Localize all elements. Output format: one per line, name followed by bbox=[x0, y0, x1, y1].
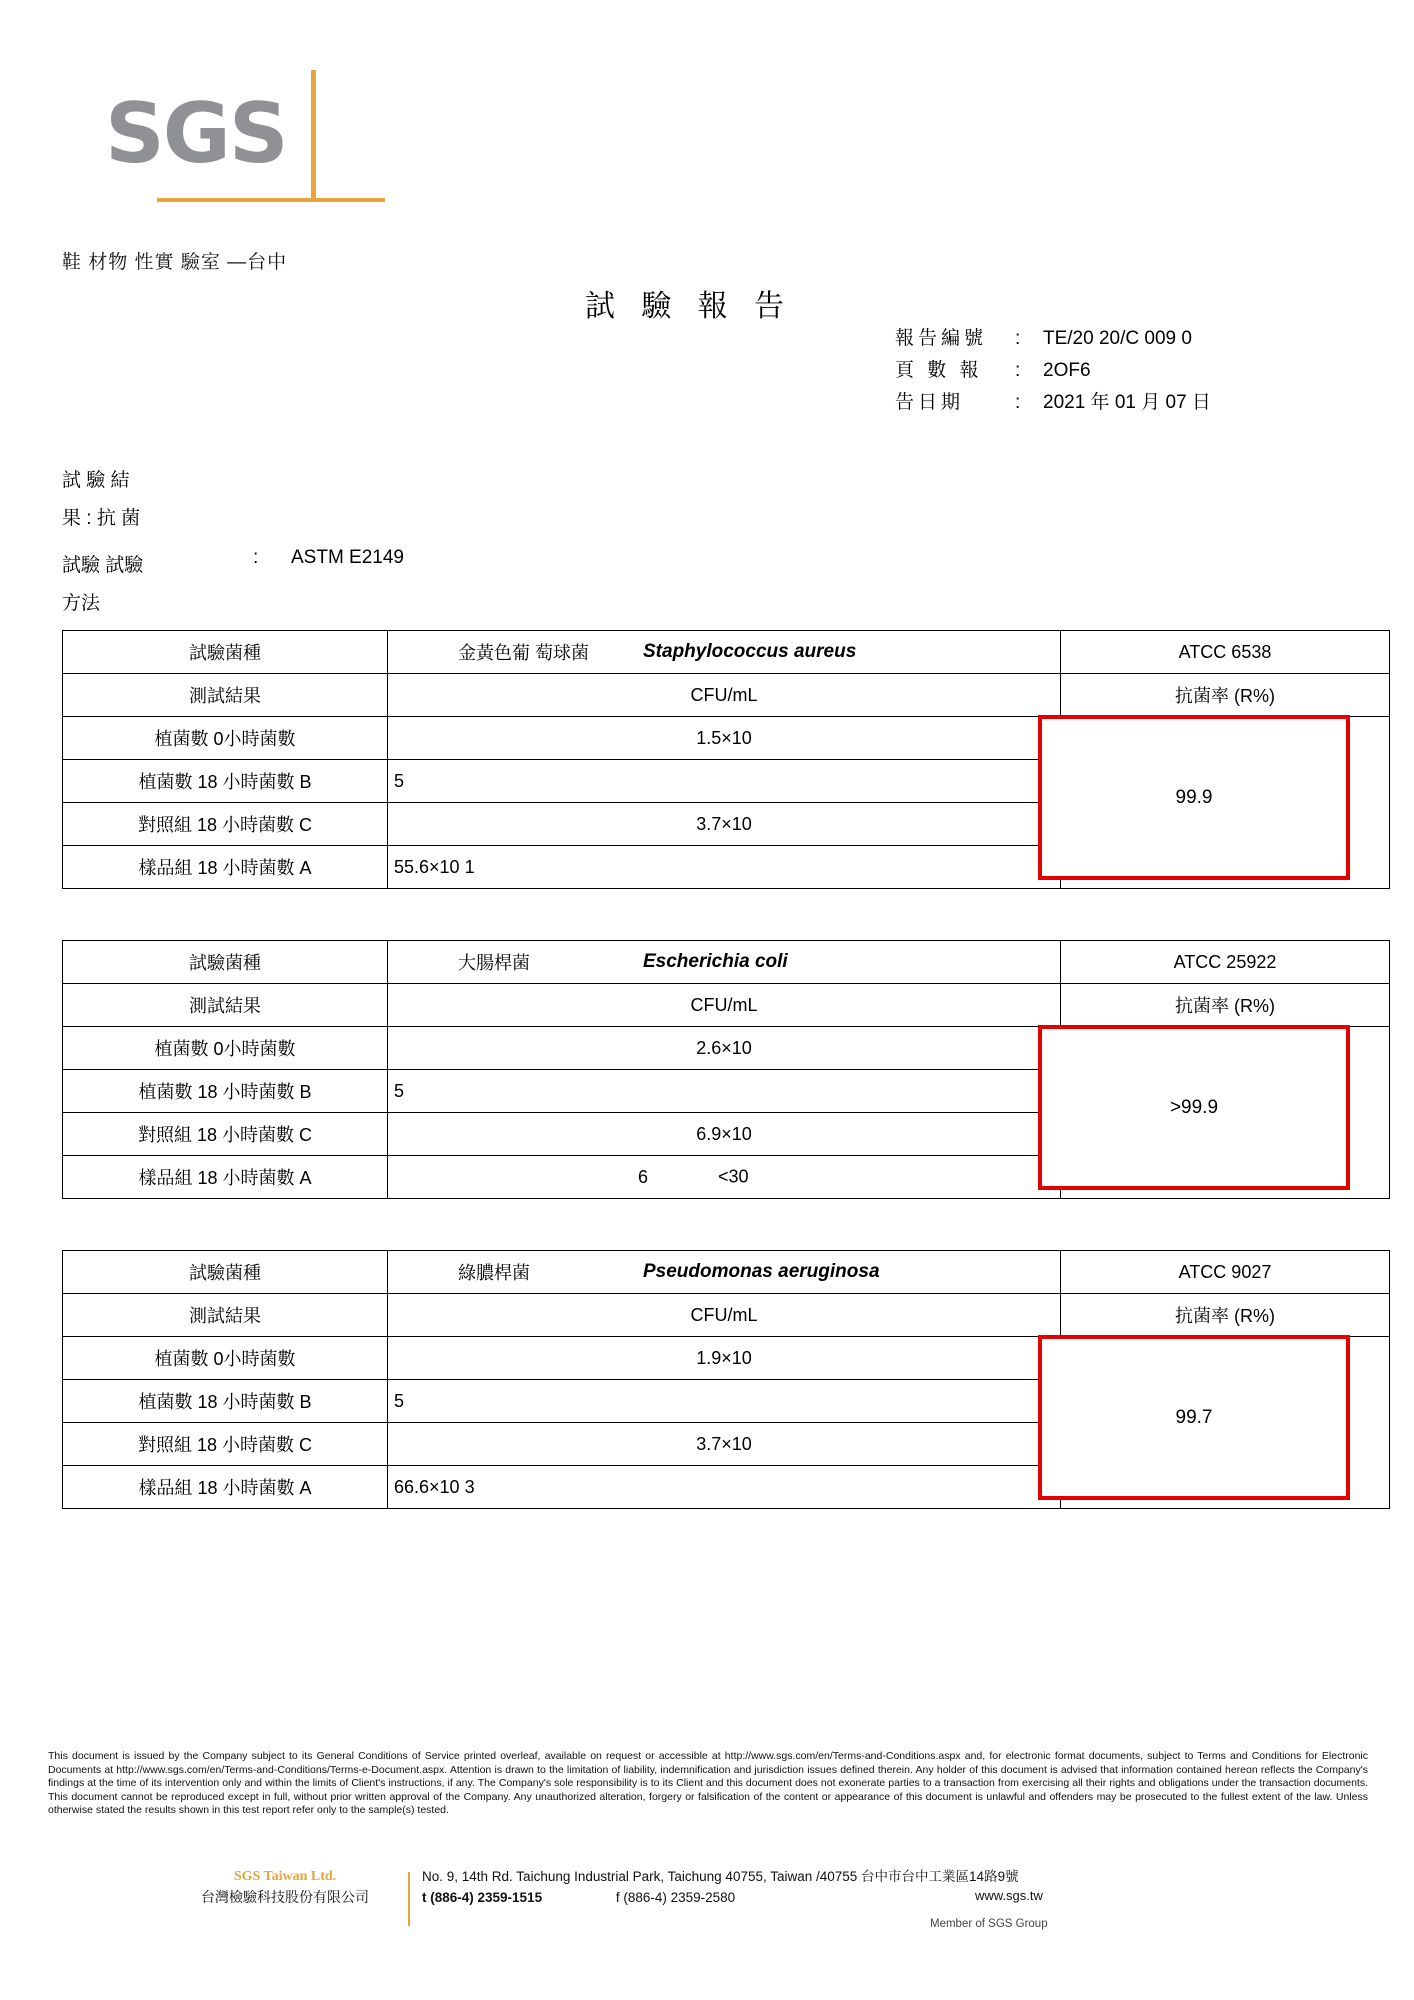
meta-colon: : bbox=[1015, 328, 1021, 349]
row-value-extra: 5 bbox=[394, 856, 405, 877]
rate-value: >99.9 bbox=[1169, 1096, 1219, 1118]
row-value: 3.7×10 bbox=[388, 803, 1061, 846]
table-row bbox=[63, 1294, 1390, 1337]
table-header-atcc: ATCC 6538 bbox=[1061, 631, 1390, 674]
meta-value-page-number: 2OF6 bbox=[1043, 360, 1091, 381]
table-subheader-rate: 抗菌率 (R%) bbox=[1061, 984, 1390, 1027]
table-row bbox=[63, 941, 1390, 984]
row-label: 對照組 18 小時菌數 C bbox=[63, 1423, 388, 1466]
row-value bbox=[388, 846, 1061, 889]
table-subheader-result-label: 測試結果 bbox=[63, 674, 388, 717]
footer-legal-text: This document is issued by the Company subject to its General Conditions of Service printed overleaf, available on request or accessible at http://www.sgs.com/en/Terms-and-Conditions.aspx and, for electronic format documents, subject to Terms and Conditions for Electronic Documents at http://www.sgs.com/en/Terms-and-Conditions/Terms-e-Document.aspx. Attention is drawn to the limitation of liability, indemnification and jurisdiction issues defined therein. Any holder of this document is advised that information contained hereon reflects the Company's findings at the time of its intervention only and within the limits of Client's instructions, if any. The Company's sole responsibility is to its Client and this document does not exonerate parties to a transaction from exercising all their rights and obligations under the transaction documents. This document cannot be reproduced except in full, without prior written approval of the Company. Any unauthorized alteration, forgery or falsification of the content or appearance of this document is unlawful and offenders may be prosecuted to the fullest extent of the law. Unless otherwise stated the results shown in this test report refer only to the sample(s) tested. bbox=[48, 1750, 1368, 1816]
meta-value-report-number: TE/20 20/C 009 0 bbox=[1043, 328, 1192, 349]
table-row bbox=[63, 674, 1390, 717]
rate-value: 99.9 bbox=[1175, 786, 1213, 808]
footer-fax: f (886-4) 2359-2580 bbox=[615, 1890, 736, 1905]
row-value bbox=[388, 1466, 1061, 1509]
logo-vertical-rule bbox=[311, 70, 316, 202]
table-row bbox=[63, 984, 1390, 1027]
row-value: 5 bbox=[388, 1380, 1061, 1423]
highlight-rate-pseudomonas bbox=[1038, 1335, 1350, 1500]
row-value: 5 bbox=[388, 760, 1061, 803]
row-value-main: 5.6×10 1 bbox=[404, 856, 475, 877]
row-label: 對照組 18 小時菌數 C bbox=[63, 1113, 388, 1156]
table-row bbox=[63, 631, 1390, 674]
row-label: 植菌數 18 小時菌數 B bbox=[63, 760, 388, 803]
row-label: 植菌數 18 小時菌數 B bbox=[63, 1380, 388, 1423]
sgs-logo bbox=[105, 70, 335, 200]
test-result-line2: 果 : 抗 菌 bbox=[62, 508, 141, 529]
row-label: 樣品組 18 小時菌數 A bbox=[63, 1466, 388, 1509]
row-value-extra: <30 bbox=[718, 1166, 749, 1187]
table-header-atcc: ATCC 25922 bbox=[1061, 941, 1390, 984]
strain-name-scientific: Staphylococcus aureus bbox=[643, 641, 857, 662]
table-row bbox=[63, 1251, 1390, 1294]
row-value: 3.7×10 bbox=[388, 1423, 1061, 1466]
highlight-rate-staphylococcus bbox=[1038, 715, 1350, 880]
footer-website[interactable]: www.sgs.tw bbox=[975, 1888, 1043, 1903]
table-header-strain-name bbox=[388, 1251, 1061, 1294]
row-label: 樣品組 18 小時菌數 A bbox=[63, 1156, 388, 1199]
strain-name-scientific: Escherichia coli bbox=[643, 951, 788, 972]
row-value-main: 6.6×10 3 bbox=[404, 1476, 475, 1497]
table-subheader-rate: 抗菌率 (R%) bbox=[1061, 674, 1390, 717]
meta-colon: : bbox=[1015, 392, 1021, 413]
meta-value-date: 2021 年 01 月 07 日 bbox=[1043, 392, 1211, 413]
row-value bbox=[388, 1156, 1061, 1199]
logo-wordmark: SGS bbox=[105, 85, 287, 182]
footer-company-name-zh: 台灣檢驗科技股份有限公司 bbox=[201, 1891, 369, 1906]
meta-label: 告日期 bbox=[895, 392, 965, 413]
row-value-extra: 6 bbox=[394, 1476, 405, 1497]
footer-company-name-en: SGS Taiwan Ltd. bbox=[233, 1869, 337, 1884]
footer-divider bbox=[408, 1872, 410, 1926]
footer-address-block bbox=[422, 1866, 1019, 1908]
row-value: 5 bbox=[388, 1070, 1061, 1113]
table-subheader-unit: CFU/mL bbox=[388, 1294, 1061, 1337]
table-header-strain-label: 試驗菌種 bbox=[63, 1251, 388, 1294]
footer-telephone: t (886-4) 2359-1515 bbox=[422, 1890, 543, 1905]
table-header-strain-label: 試驗菌種 bbox=[63, 631, 388, 674]
row-value: 1.5×10 bbox=[388, 717, 1061, 760]
logo-horizontal-rule bbox=[157, 198, 385, 202]
table-header-strain-name bbox=[388, 631, 1061, 674]
strain-name-scientific: Pseudomonas aeruginosa bbox=[643, 1261, 880, 1282]
table-header-strain-name bbox=[388, 941, 1061, 984]
test-method-value: ASTM E2149 bbox=[291, 547, 404, 568]
table-header-strain-label: 試驗菌種 bbox=[63, 941, 388, 984]
row-label: 植菌數 0小時菌數 bbox=[63, 1027, 388, 1070]
footer-member-note: Member of SGS Group bbox=[930, 1918, 1048, 1930]
meta-label: 頁 數 報 bbox=[895, 360, 983, 381]
meta-colon: : bbox=[1015, 360, 1021, 381]
row-value: 6.9×10 bbox=[388, 1113, 1061, 1156]
table-subheader-result-label: 測試結果 bbox=[63, 1294, 388, 1337]
footer-company bbox=[170, 1866, 400, 1910]
test-method-label: 試驗 試驗 bbox=[62, 555, 144, 576]
meta-row-date bbox=[895, 387, 1211, 419]
highlight-rate-ecoli bbox=[1038, 1025, 1350, 1190]
row-label: 植菌數 0小時菌數 bbox=[63, 717, 388, 760]
footer-address: No. 9, 14th Rd. Taichung Industrial Park, Taichung 40755, Taiwan /40755 台中市台中工業區14路9號 bbox=[422, 1869, 1019, 1884]
strain-name-zh: 金黃色葡 萄球菌 bbox=[458, 643, 590, 663]
test-result-line1: 試 驗 結 bbox=[62, 470, 130, 491]
meta-row-page-number bbox=[895, 355, 1211, 387]
row-value: 2.6×10 bbox=[388, 1027, 1061, 1070]
table-subheader-rate: 抗菌率 (R%) bbox=[1061, 1294, 1390, 1337]
strain-name-zh: 大腸桿菌 bbox=[458, 953, 530, 973]
row-label: 植菌數 18 小時菌數 B bbox=[63, 1070, 388, 1113]
table-header-atcc: ATCC 9027 bbox=[1061, 1251, 1390, 1294]
table-subheader-unit: CFU/mL bbox=[388, 984, 1061, 1027]
row-label: 植菌數 0小時菌數 bbox=[63, 1337, 388, 1380]
rate-value: 99.7 bbox=[1175, 1406, 1213, 1428]
test-result-heading bbox=[62, 462, 140, 538]
row-value-main: 6 bbox=[638, 1166, 649, 1187]
test-method-colon: : bbox=[253, 547, 259, 568]
laboratory-name: 鞋 材物 性實 驗室 —台中 bbox=[62, 252, 288, 273]
meta-row-report-number bbox=[895, 323, 1211, 355]
page-title: 試 驗 報 告 bbox=[585, 290, 794, 323]
strain-name-zh: 綠膿桿菌 bbox=[458, 1263, 530, 1283]
meta-label: 報告編號 bbox=[895, 328, 988, 349]
row-label: 樣品組 18 小時菌數 A bbox=[63, 846, 388, 889]
table-subheader-result-label: 測試結果 bbox=[63, 984, 388, 1027]
report-meta bbox=[895, 323, 1211, 419]
test-method-label2: 方法 bbox=[62, 593, 101, 614]
row-label: 對照組 18 小時菌數 C bbox=[63, 803, 388, 846]
table-subheader-unit: CFU/mL bbox=[388, 674, 1061, 717]
row-value: 1.9×10 bbox=[388, 1337, 1061, 1380]
